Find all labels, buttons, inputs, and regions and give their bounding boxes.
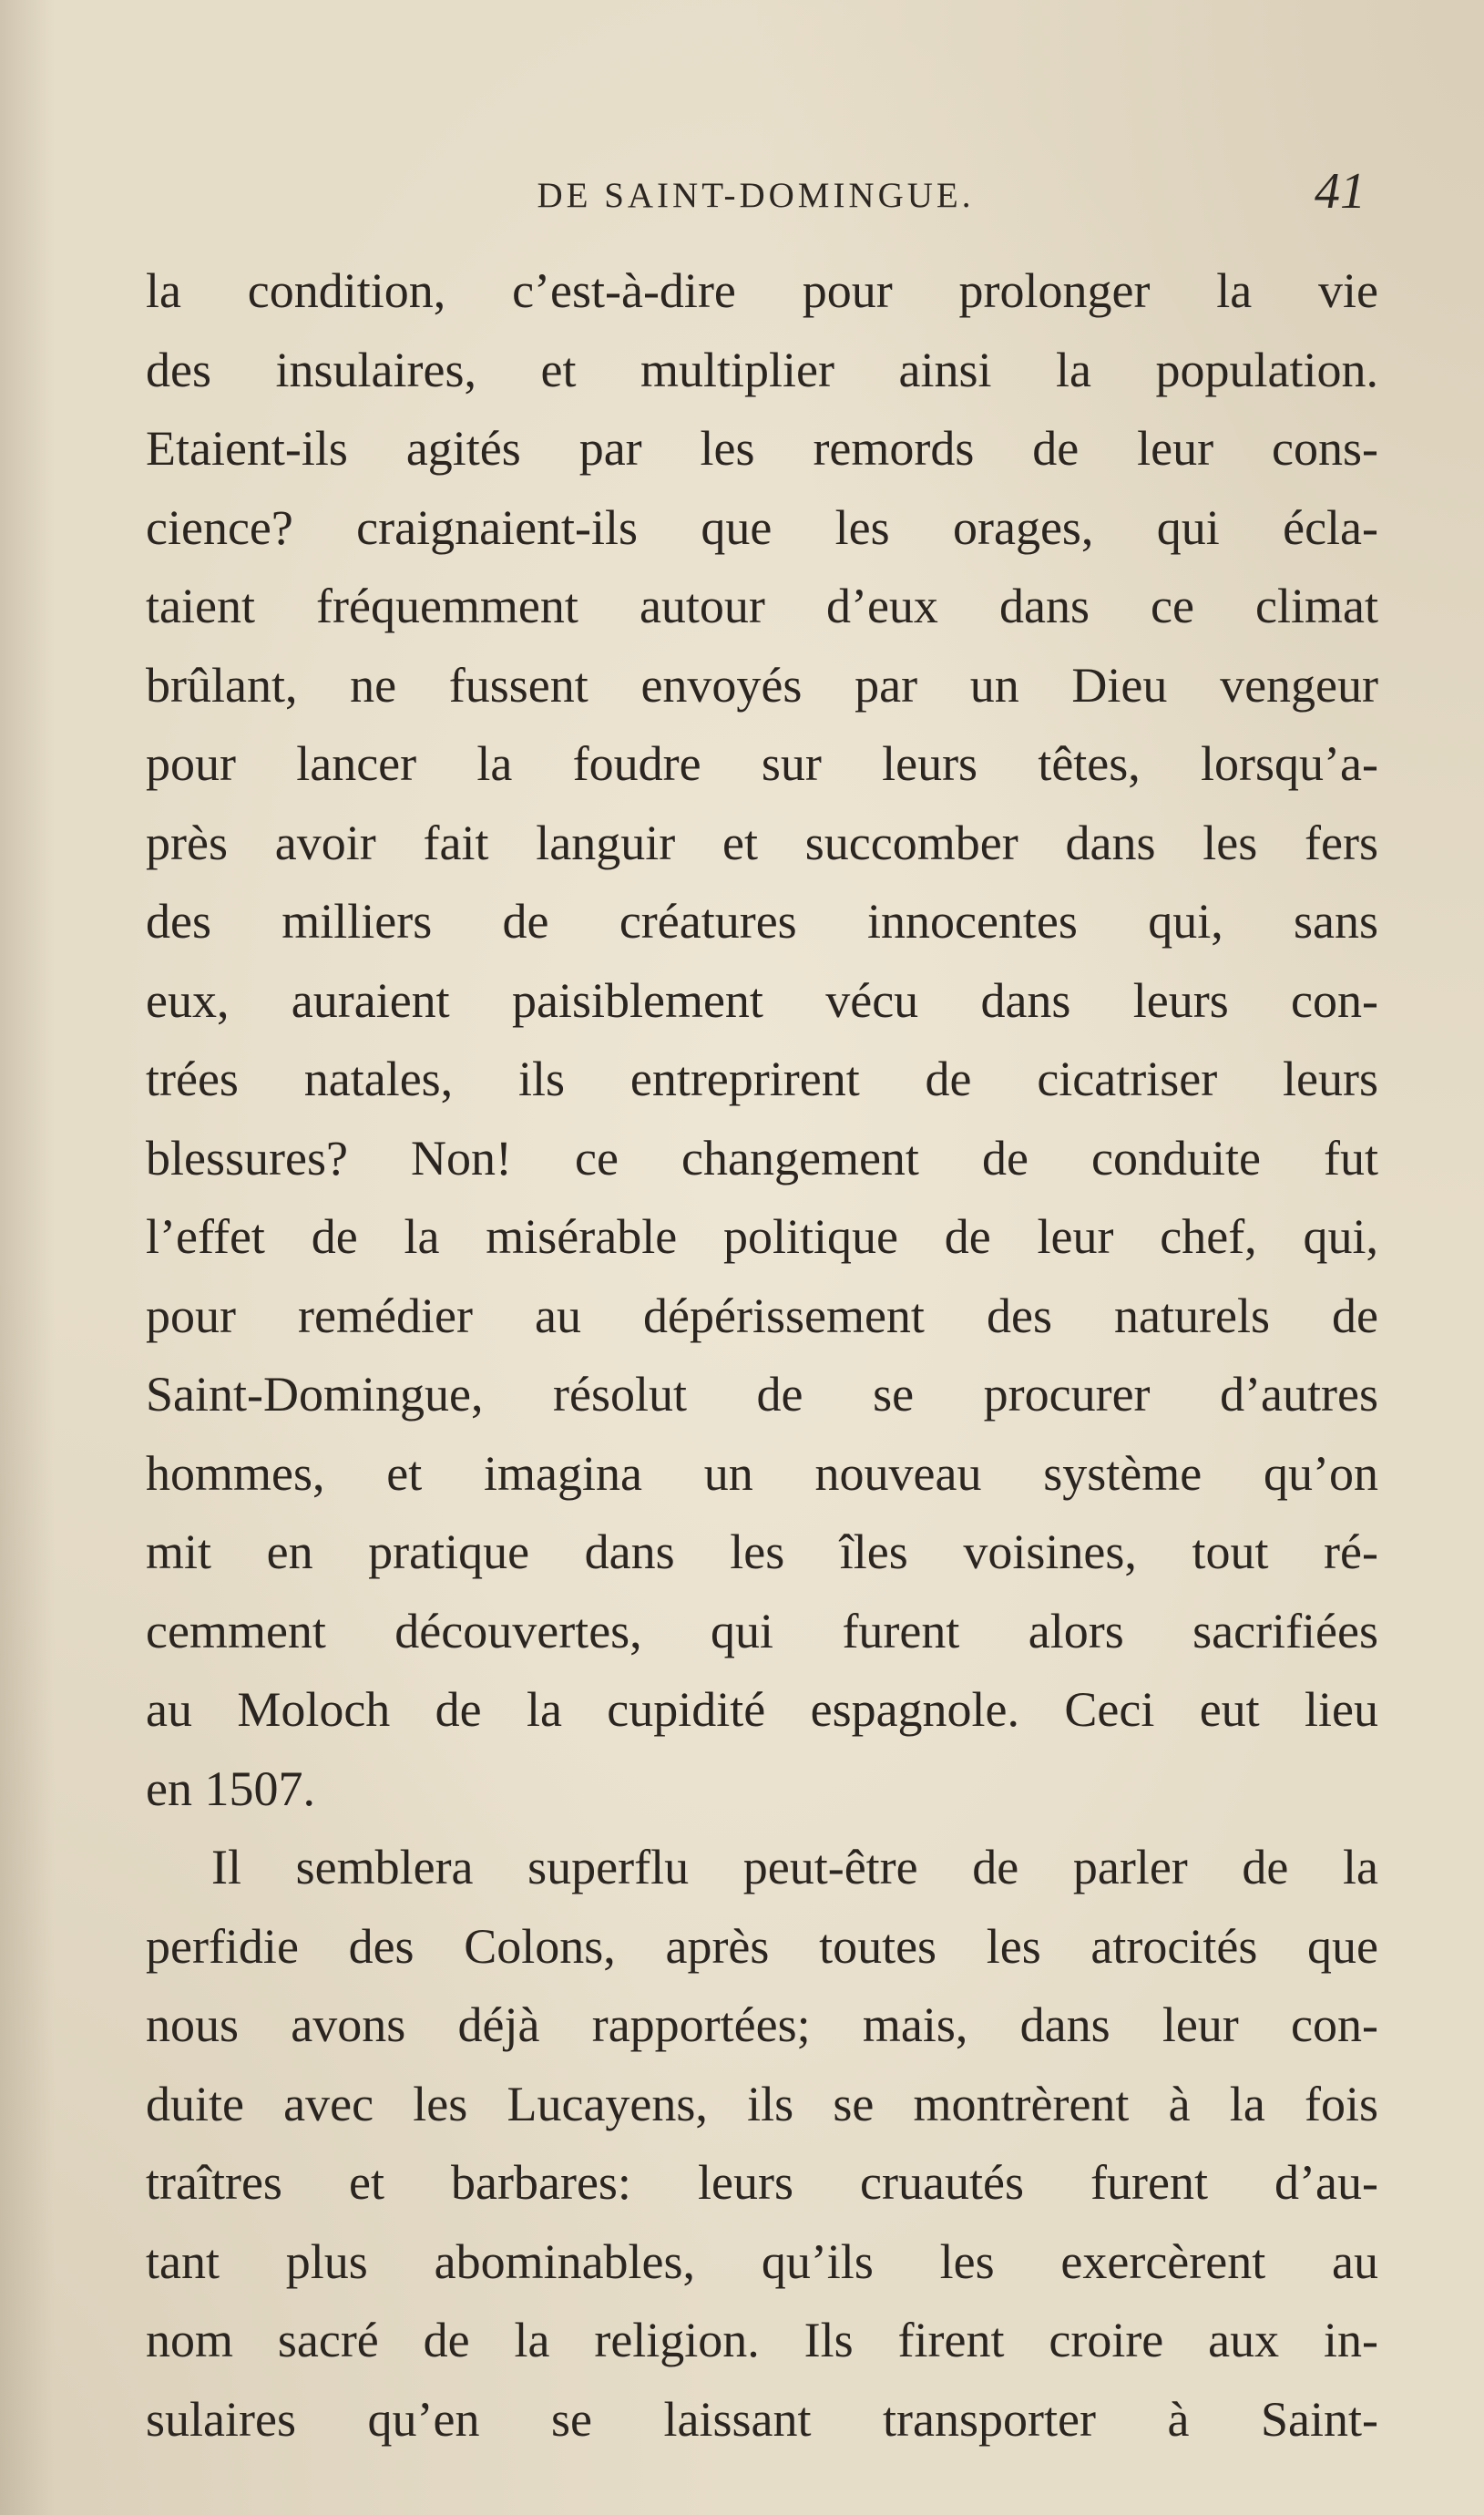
text-line: eux, auraient paisiblement vécu dans leurs con- — [146, 972, 1378, 1028]
page-number: 41 — [1315, 163, 1366, 220]
body-text — [146, 252, 1378, 2459]
text-line: nom sacré de la religion. Ils firent croire aux in- — [146, 2313, 1378, 2367]
text-line: nous avons déjà rapportées; mais, dans leur con- — [146, 1997, 1378, 2052]
text-line: en 1507. — [146, 1760, 315, 1816]
text-line: Saint-Domingue, résolut de se procurer d’autres — [146, 1367, 1378, 1422]
text-line: des milliers de créatures innocentes qui, sans — [146, 894, 1378, 949]
text-line: la condition, c’est-à-dire pour prolonger la vie — [146, 263, 1378, 318]
text-line: blessures? Non! ce changement de conduite fut — [146, 1130, 1378, 1186]
text-line: duite avec les Lucayens, ils se montrèrent à la fois — [146, 2076, 1378, 2131]
text-line: au Moloch de la cupidité espagnole. Ceci eut lieu — [146, 1682, 1378, 1737]
text-line: près avoir fait languir et succomber dans les fers — [146, 815, 1378, 870]
text-line: des insulaires, et multiplier ainsi la population. — [146, 342, 1378, 397]
text-line: brûlant, ne fussent envoyés par un Dieu vengeur — [146, 657, 1378, 713]
text-line: sulaires qu’en se laissant transporter à Saint- — [146, 2391, 1378, 2447]
text-line: Etaient-ils agités par les remords de leur cons- — [146, 421, 1378, 476]
paragraph-1 — [146, 252, 1378, 1828]
text-line: mit en pratique dans les îles voisines, tout ré- — [146, 1524, 1378, 1579]
text-line: Il semblera superflu peut-être de parler de la — [211, 1840, 1378, 1894]
paragraph-2 — [146, 1828, 1378, 2459]
text-line: cience? craignaient-ils que les orages, qui écla- — [146, 499, 1378, 555]
text-line: pour remédier au dépérissement des naturels de — [146, 1288, 1378, 1343]
text-line: taient fréquemment autour d’eux dans ce climat — [146, 579, 1378, 633]
text-line: hommes, et imagina un nouveau système qu’on — [146, 1445, 1378, 1501]
text-line: l’effet de la misérable politique de leur chef, qui, — [146, 1209, 1378, 1264]
running-title: DE SAINT-DOMINGUE. — [537, 176, 975, 215]
text-line: pour lancer la foudre sur leurs têtes, lorsqu’a- — [146, 736, 1378, 791]
text-line: tant plus abominables, qu’ils les exercèrent au — [146, 2233, 1378, 2289]
page-gutter-shadow — [0, 0, 55, 2515]
text-line: cemment découvertes, qui furent alors sacrifiées — [146, 1603, 1378, 1658]
text-line: perfidie des Colons, après toutes les atrocités que — [146, 1918, 1378, 1974]
running-head — [146, 163, 1366, 230]
text-line: traîtres et barbares: leurs cruautés furent d’au- — [146, 2155, 1378, 2210]
text-line: trées natales, ils entreprirent de cicatriser leurs — [146, 1052, 1378, 1106]
